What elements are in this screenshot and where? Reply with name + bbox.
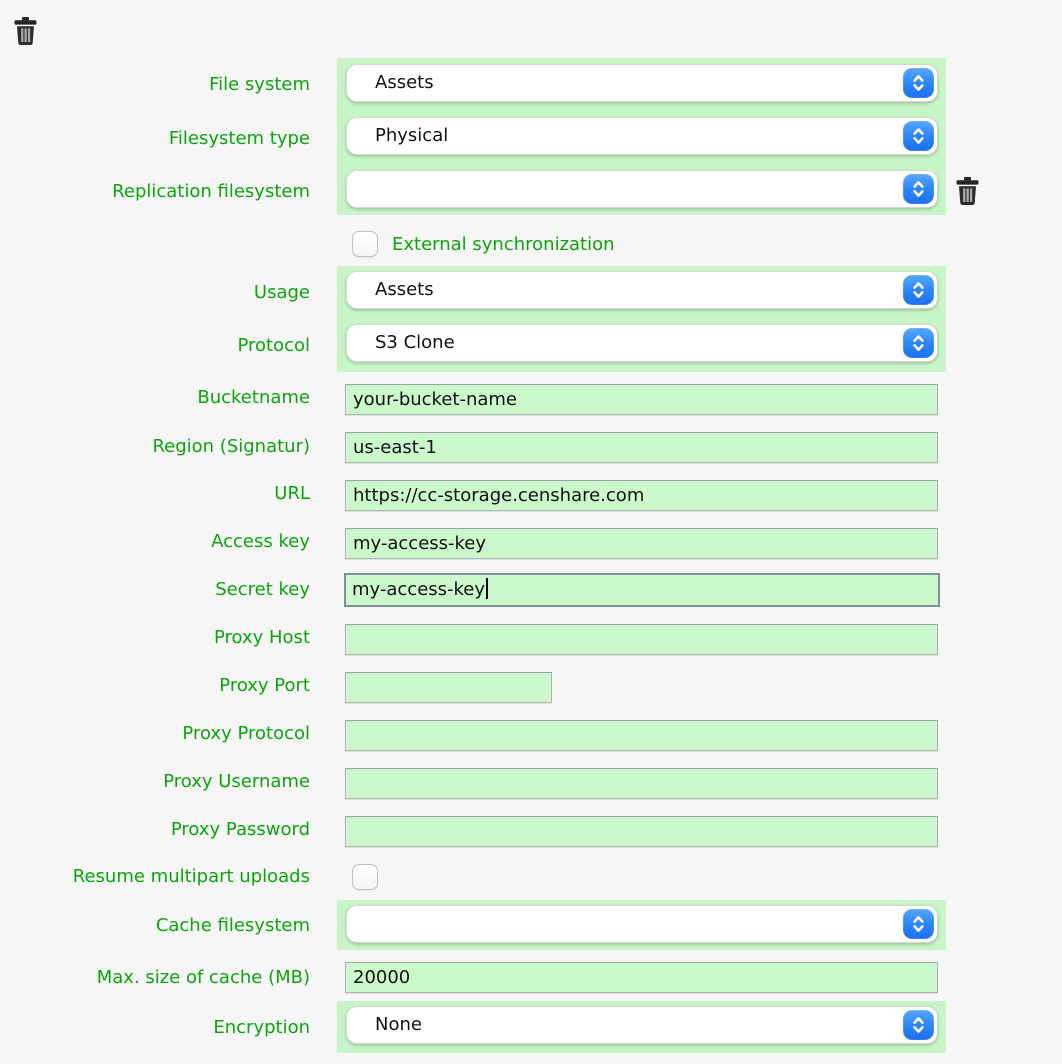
- up-down-chevrons-icon[interactable]: [903, 909, 934, 939]
- up-down-chevrons-icon[interactable]: [903, 275, 934, 305]
- label-proxy-protocol: Proxy Protocol: [182, 723, 310, 744]
- external-synchronization-checkbox[interactable]: [352, 231, 378, 257]
- usage-select[interactable]: [346, 271, 938, 309]
- proxy-protocol-input[interactable]: [345, 720, 938, 751]
- label-replication-filesystem: Replication filesystem: [112, 181, 310, 202]
- proxy-username-input[interactable]: [345, 768, 938, 799]
- label-url: URL: [274, 483, 310, 504]
- filesystem-type-select[interactable]: [346, 117, 938, 155]
- up-down-chevrons-icon[interactable]: [903, 328, 934, 358]
- up-down-chevrons-icon[interactable]: [903, 174, 934, 204]
- region-input[interactable]: [345, 432, 938, 463]
- external-synchronization-label: External synchronization: [392, 234, 615, 255]
- trash-icon: [14, 17, 38, 46]
- label-proxy-username: Proxy Username: [163, 771, 310, 792]
- cache-filesystem-select[interactable]: [346, 905, 938, 943]
- secret-key-value: my-access-key: [352, 579, 486, 600]
- secret-key-input[interactable]: [344, 573, 940, 607]
- file-system-select[interactable]: [346, 64, 938, 102]
- label-protocol: Protocol: [237, 335, 310, 356]
- label-proxy-password: Proxy Password: [170, 819, 310, 840]
- label-file-system: File system: [209, 74, 310, 95]
- trash-icon: [956, 177, 980, 206]
- encryption-select-value: None: [375, 1014, 422, 1035]
- up-down-chevrons-icon[interactable]: [903, 121, 934, 151]
- up-down-chevrons-icon[interactable]: [903, 68, 934, 98]
- replication-filesystem-select[interactable]: [346, 170, 938, 208]
- label-region: Region (Signatur): [152, 436, 310, 457]
- encryption-select[interactable]: [346, 1006, 938, 1044]
- access-key-input[interactable]: [345, 528, 938, 559]
- label-bucketname: Bucketname: [197, 387, 310, 408]
- usage-select-value: Assets: [375, 279, 434, 300]
- text-caret: [486, 578, 488, 599]
- label-secret-key: Secret key: [215, 579, 310, 600]
- delete-filesystem-button[interactable]: [14, 17, 38, 46]
- url-input[interactable]: [345, 480, 938, 511]
- protocol-select[interactable]: [346, 324, 938, 362]
- label-encryption: Encryption: [213, 1017, 310, 1038]
- max-cache-size-input[interactable]: [345, 962, 938, 993]
- label-cache-filesystem: Cache filesystem: [155, 915, 310, 936]
- up-down-chevrons-icon[interactable]: [903, 1010, 934, 1040]
- label-proxy-host: Proxy Host: [213, 627, 310, 648]
- label-access-key: Access key: [211, 531, 310, 552]
- file-system-select-value: Assets: [375, 72, 434, 93]
- label-resume-multipart: Resume multipart uploads: [72, 866, 310, 887]
- label-filesystem-type: Filesystem type: [168, 128, 310, 149]
- proxy-password-input[interactable]: [345, 816, 938, 847]
- bucketname-input[interactable]: [345, 384, 938, 415]
- filesystem-type-select-value: Physical: [375, 125, 449, 146]
- label-max-cache-size: Max. size of cache (MB): [96, 967, 310, 988]
- delete-replication-button[interactable]: [956, 177, 980, 206]
- proxy-host-input[interactable]: [345, 624, 938, 655]
- label-proxy-port: Proxy Port: [219, 675, 310, 696]
- protocol-select-value: S3 Clone: [375, 332, 455, 353]
- resume-multipart-checkbox[interactable]: [352, 864, 378, 890]
- label-usage: Usage: [253, 282, 310, 303]
- proxy-port-input[interactable]: [345, 672, 552, 703]
